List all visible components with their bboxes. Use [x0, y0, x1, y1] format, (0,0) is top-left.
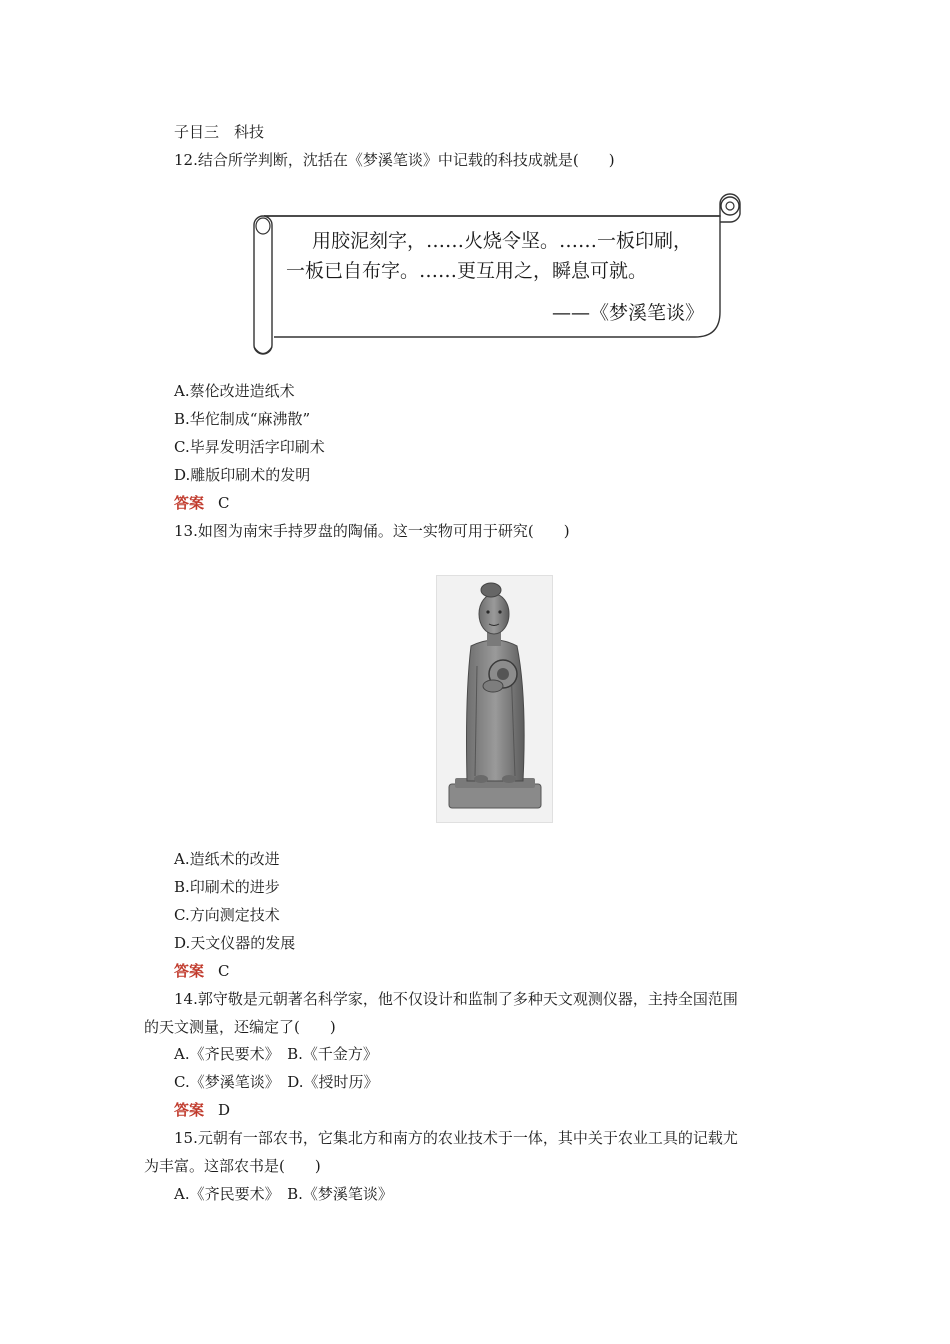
- answer-label: 答案: [174, 1101, 205, 1119]
- q12-option-b: B.华佗制成“麻沸散”: [174, 410, 311, 428]
- q12-stem: 12.结合所学判断，沈括在《梦溪笔谈》中记载的科技成就是( ): [174, 151, 615, 169]
- section-title: 子目三 科技: [174, 123, 265, 141]
- q12-quote-source: ——《梦溪笔谈》: [552, 302, 705, 324]
- q15-stem-line1: 15.元朝有一部农书，它集北方和南方的农业技术于一体，其中关于农业工具的记载尤: [174, 1129, 738, 1147]
- q14-stem-line2: 的天文测量，还编定了( ): [144, 1018, 336, 1036]
- q13-option-d: D.天文仪器的发展: [174, 934, 296, 952]
- q12-option-c: C.毕昇发明活字印刷术: [174, 438, 325, 456]
- q14-stem-line1: 14.郭守敬是元朝著名科学家，他不仅设计和监制了多种天文观测仪器，主持全国范围: [174, 990, 738, 1008]
- answer-label: 答案: [174, 494, 205, 512]
- answer-value: C: [218, 962, 230, 980]
- q13-option-a: A.造纸术的改进: [174, 850, 280, 868]
- q12-answer: [174, 492, 230, 514]
- q15-stem-line2: 为丰富。这部农书是( ): [144, 1157, 321, 1175]
- q13-option-b: B.印刷术的进步: [174, 878, 280, 896]
- q12-option-a: A.蔡伦改进造纸术: [174, 382, 295, 400]
- q13-figurine-photo: [436, 575, 553, 823]
- answer-label: 答案: [174, 962, 205, 980]
- q14-options-row2: C.《梦溪笔谈》 D.《授时历》: [174, 1073, 379, 1091]
- q14-options-row1: A.《齐民要术》 B.《千金方》: [174, 1045, 378, 1063]
- answer-value: C: [218, 494, 230, 512]
- answer-value: D: [218, 1101, 231, 1119]
- q13-answer: [174, 960, 230, 982]
- q14-answer: [174, 1099, 230, 1121]
- q12-quote-line1: 用胶泥刻字，……火烧令坚。……一板印刷，: [312, 230, 693, 252]
- q13-stem: 13.如图为南宋手持罗盘的陶俑。这一实物可用于研究( ): [174, 522, 570, 540]
- q15-options-row1: A.《齐民要术》 B.《梦溪笔谈》: [174, 1185, 393, 1203]
- q12-scroll-quote: [250, 192, 742, 360]
- q12-quote-line2: 一板已自布字。……更互用之，瞬息可就。: [286, 260, 648, 282]
- q12-option-d: D.雕版印刷术的发明: [174, 466, 311, 484]
- q13-option-c: C.方向测定技术: [174, 906, 280, 924]
- pottery-figurine-icon: [437, 576, 552, 822]
